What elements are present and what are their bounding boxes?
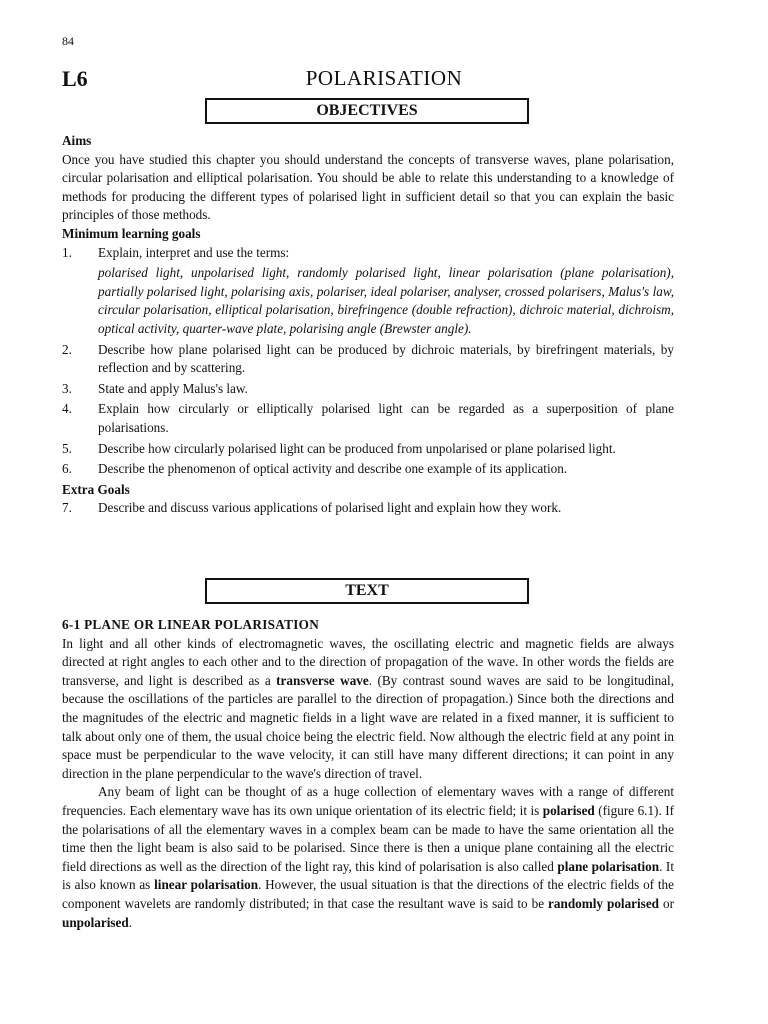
min-goals-list <box>62 244 674 263</box>
extra-goals-list <box>62 499 674 518</box>
chapter-code: L6 <box>62 66 88 91</box>
min-goals-list-cont <box>62 341 674 479</box>
list-item <box>62 244 674 263</box>
item-number: 6. <box>62 461 72 477</box>
objectives-box: OBJECTIVES <box>205 98 529 124</box>
terms-list: polarised light, unpolarised light, randomly polarised light, linear polarisation (plane polarisation), partially polarised light, polarising axis, polariser, ideal polariser, analyser, crossed polarisers, Malus's law, circular polarisation, elliptical polarisation, birefringence (double refraction), dichroic material, dichroism, optical activity, quarter-wave plate, polarising angle (Brewster angle). <box>98 265 674 336</box>
term-unpolarised: unpolarised <box>62 914 129 930</box>
aims-heading: Aims <box>62 133 92 148</box>
term-transverse-wave: transverse wave <box>276 672 369 688</box>
aims-text: Once you have studied this chapter you should understand the concepts of transverse waves, plane polarisation, circular polarisation and elliptical polarisation. You should be able to relate this understanding to a knowledge of methods for producing the different types of polarised light in sufficient detail so that you can explain the basic principles of those methods. <box>62 151 674 223</box>
page-number: 84 <box>62 34 74 48</box>
item-number: 5. <box>62 440 72 456</box>
text-run: In light and all other kinds of electromagnetic waves, the oscillating electric and magnetic fields are always directed at right angles to each other and to the direction of propagation of the wave. In other words the fields are transverse, and light is described as a <box>62 635 674 688</box>
text-run: . It is also known as <box>62 858 674 893</box>
term-plane-polarisation: plane polarisation <box>557 858 660 874</box>
list-item <box>62 380 674 399</box>
list-item <box>62 499 674 518</box>
section-title: 6-1 PLANE OR LINEAR POLARISATION <box>62 617 320 632</box>
item-text: Describe how plane polarised light can be produced by dichroic materials, by birefringent materials, by reflection and by scattering. <box>98 341 674 376</box>
list-item <box>62 460 674 479</box>
text-run: . (By contrast sound waves are said to be longitudinal, because the oscillations of the particles are parallel to the direction of propagation.) Since both the directions and the magnitudes of the electric and magnetic fields in a light wave are related in a fixed manner, it is sufficient to talk about only one of them, the usual choice being the electric field. Now although the electric field at any point in space must be perpendicular to the wave velocity, it can still have many different directions; it can point in any direction in the plane perpendicular to the wave's direction of travel. <box>62 672 674 781</box>
text-run: or <box>659 895 674 911</box>
objectives-content <box>62 132 674 520</box>
item-text: Describe and discuss various applications of polarised light and explain how they work. <box>98 500 562 516</box>
item-number: 1. <box>62 244 72 260</box>
item-text: Describe how circularly polarised light can be produced from unpolarised or plane polarised light. <box>98 440 616 456</box>
text-box: TEXT <box>205 578 529 604</box>
item-number: 4. <box>62 401 72 417</box>
text-run: Any beam of light can be thought of as a huge collection of elementary waves with a range of different frequencies. Each elementary wave has its own unique orientation of its electric field; it is <box>62 784 674 818</box>
item-number: 2. <box>62 341 72 357</box>
item-text: Explain how circularly or elliptically polarised light can be regarded as a superposition of plane polarisations. <box>98 401 674 435</box>
list-item <box>62 341 674 378</box>
item-text: State and apply Malus's law. <box>98 380 248 396</box>
term-linear-polarisation: linear polarisation <box>154 877 259 893</box>
list-item <box>62 400 674 437</box>
text-run: (figure 6.1). If the polarisations of all the elementary waves in a complex beam can be made to have the same orientation all the time then the light beam is also said to be polarised. Since there is then a unique plane containing all the electric field directions as well as the direction of the light ray, this kind of polarisation is also called <box>62 802 674 874</box>
term-polarised: polarised <box>542 802 595 818</box>
extra-goals-heading: Extra Goals <box>62 481 130 497</box>
item-number: 7. <box>62 500 72 516</box>
min-goals-heading: Minimum learning goals <box>62 225 201 241</box>
text-run: . <box>128 914 132 930</box>
paragraph-1 <box>62 635 674 784</box>
text-run: . However, the usual situation is that the directions of the electric fields of the component wavelets are randomly distributed; in that case the resultant wave is said to be <box>62 877 674 911</box>
list-item <box>62 440 674 459</box>
item-number: 3. <box>62 380 72 396</box>
term-randomly-polarised: randomly polarised <box>548 895 660 911</box>
paragraph-2 <box>62 783 674 932</box>
item-text: Describe the phenomenon of optical activity and describe one example of its application. <box>98 461 568 477</box>
chapter-title: POLARISATION <box>305 66 463 90</box>
item-text: Explain, interpret and use the terms: <box>98 244 290 260</box>
text-content <box>62 616 674 932</box>
